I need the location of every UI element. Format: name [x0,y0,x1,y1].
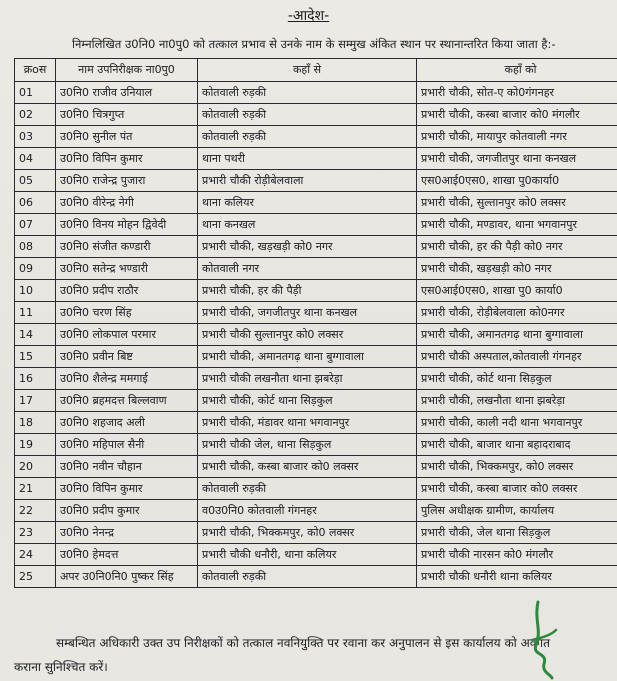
table-row [15,368,617,390]
cell-serial: 01 [15,82,56,104]
cell-name: उ0नि0 प्रदीप कुमार [56,500,198,522]
cell-to: प्रभारी चौकी, जेल थाना सिड़कुल [417,522,617,544]
cell-from: प्रभारी चौकी, मंडावर थाना भगवानपुर [198,412,417,434]
cell-from: प्रभारी चौकी लखनौता थाना झबरेड़ा [198,368,417,390]
table-row [15,478,617,500]
cell-to: प्रभारी चौकी, रोड़ीबेलवाला को0नगर [417,302,617,324]
table-row [15,148,617,170]
cell-serial: 21 [15,478,56,500]
cell-to: प्रभारी चौकी, बाजार थाना बहादराबाद [417,434,617,456]
cell-to: प्रभारी चौकी, कोर्ट थाना सिड़कुल [417,368,617,390]
cell-to: प्रभारी चौकी, खड़खड़ी को0 नगर [417,258,617,280]
cell-name: उ0नि0 सुनील पंत [56,126,198,148]
cell-serial: 18 [15,412,56,434]
cell-name: उ0नि0 ब्रहमदत्त बिल्लवाण [56,390,198,412]
table-row [15,434,617,456]
cell-from: प्रभारी चौकी रोड़ीबेलवाला [198,170,417,192]
cell-from: प्रभारी चौकी, कोर्ट थाना सिड़कुल [198,390,417,412]
cell-from: प्रभारी चौकी, कस्बा बाजार को0 लक्सर [198,456,417,478]
table-header-row [15,59,617,82]
table-row [15,544,617,566]
signature-mark [526,600,566,680]
cell-name: उ0नि0 राजीव उनियाल [56,82,198,104]
cell-serial: 11 [15,302,56,324]
cell-name: अपर उ0नि0नि0 पुष्कर सिंह [56,566,198,588]
table-row [15,214,617,236]
cell-from: थाना पथरी [198,148,417,170]
cell-name: उ0नि0 शहजाद अली [56,412,198,434]
cell-serial: 03 [15,126,56,148]
cell-name: उ0नि0 चरण सिंह [56,302,198,324]
cell-name: उ0नि0 प्रवीन बिष्ट [56,346,198,368]
cell-name: उ0नि0 शैलेन्द्र ममगाई [56,368,198,390]
cell-to: प्रभारी चौकी, हर की पैड़ी को0 नगर [417,236,617,258]
header-name: नाम उपनिरीक्षक ना0पु0 [56,59,198,82]
cell-to: प्रभारी चौकी, जगजीतपुर थाना कनखल [417,148,617,170]
cell-to: प्रभारी चौकी अस्पताल,कोतवाली गंगनहर [417,346,617,368]
cell-serial: 15 [15,346,56,368]
table-body [15,82,617,588]
cell-from: प्रभारी चौकी, हर की पैड़ी [198,280,417,302]
cell-name: उ0नि0 महिपाल सैनी [56,434,198,456]
cell-to: पुलिस अधीक्षक ग्रामीण, कार्यालय [417,500,617,522]
table-row [15,236,617,258]
cell-from: कोतवाली रुड़की [198,478,417,500]
cell-serial: 20 [15,456,56,478]
cell-name: उ0नि0 संजीत कण्डारी [56,236,198,258]
table-row [15,566,617,588]
cell-serial: 08 [15,236,56,258]
cell-to: प्रभारी चौकी नारसन को0 मंगलौर [417,544,617,566]
cell-to: प्रभारी चौकी, मण्डावर, थाना भगवानपुर [417,214,617,236]
cell-from: थाना कलियर [198,192,417,214]
cell-to: प्रभारी चौकी, सोत-ए को0गंगनहर [417,82,617,104]
cell-name: उ0नि0 विनय मोहन द्विवेदी [56,214,198,236]
cell-serial: 19 [15,434,56,456]
cell-serial: 06 [15,192,56,214]
cell-serial: 05 [15,170,56,192]
cell-serial: 17 [15,390,56,412]
table-row [15,324,617,346]
cell-serial: 23 [15,522,56,544]
cell-to: एस0आई0एस0, शाखा पु0कार्या0 [417,170,617,192]
cell-from: कोतवाली रुड़की [198,566,417,588]
cell-name: उ0नि0 विपिन कुमार [56,148,198,170]
cell-name: उ0नि0 हेमदत्त [56,544,198,566]
cell-serial: 10 [15,280,56,302]
cell-serial: 04 [15,148,56,170]
table-row [15,346,617,368]
table-row [15,258,617,280]
table-row [15,104,617,126]
cell-to: प्रभारी चौकी, मायापुर कोतवाली नगर [417,126,617,148]
cell-from: थाना कनखल [198,214,417,236]
cell-to: प्रभारी चौकी, लखनौता थाना झबरेड़ा [417,390,617,412]
cell-to: प्रभारी चौकी, काली नदी थाना भगवानपुर [417,412,617,434]
table-row [15,522,617,544]
table-row [15,170,617,192]
cell-from: प्रभारी चौकी सुल्तानपुर को0 लक्सर [198,324,417,346]
cell-to: एस0आई0एस0, शाखा पु0 कार्या0 [417,280,617,302]
cell-from: कोतवाली रुड़की [198,82,417,104]
transfer-table [14,58,617,588]
cell-serial: 16 [15,368,56,390]
footer-line-1: सम्बन्धित अधिकारी उक्त उप निरीक्षकों को तत्काल नवनियुक्ति पर रवाना कर अनुपालन से इस कार्यालय को अवगत [56,636,551,650]
order-intro: निम्नलिखित उ0नि0 ना0पु0 को तत्काल प्रभाव से उनके नाम के सम्मुख अंकित स्थान पर स्थानान्तरित किया जाता है:- [72,37,556,51]
cell-from: कोतवाली रुड़की [198,104,417,126]
cell-to: प्रभारी चौकी, अमानतगढ़ थाना बुग्गावाला [417,324,617,346]
cell-serial: 22 [15,500,56,522]
cell-name: उ0नि0 प्रदीप राठौर [56,280,198,302]
footer-line-2: कराना सुनिश्चित करें। [14,660,108,674]
header-from: कहाँ से [198,59,417,82]
table-row [15,500,617,522]
cell-serial: 14 [15,324,56,346]
cell-from: कोतवाली रुड़की [198,126,417,148]
header-to: कहाँ को [417,59,617,82]
cell-name: उ0नि0 वीरेन्द्र नेगी [56,192,198,214]
cell-name: उ0नि0 सतेन्द्र भण्डारी [56,258,198,280]
table-row [15,412,617,434]
cell-from: प्रभारी चौकी, अमानतगढ़ थाना बुग्गावाला [198,346,417,368]
cell-name: उ0नि0 लोकपाल परमार [56,324,198,346]
cell-name: उ0नि0 चित्रगुप्त [56,104,198,126]
table-row [15,280,617,302]
cell-from: प्रभारी चौकी जेल, थाना सिड़कुल [198,434,417,456]
order-title: -आदेश- [287,8,330,24]
cell-serial: 07 [15,214,56,236]
table-row [15,456,617,478]
table-row [15,302,617,324]
cell-to: प्रभारी चौकी, कस्बा बाजार को0 मंगलौर [417,104,617,126]
cell-serial: 02 [15,104,56,126]
cell-from: प्रभारी चौकी, खड़खड़ी को0 नगर [198,236,417,258]
cell-to: प्रभारी चौकी, कस्बा बाजार को0 लक्सर [417,478,617,500]
table-row [15,126,617,148]
table-row [15,82,617,104]
cell-name: उ0नि0 राजेन्द्र पुजारा [56,170,198,192]
cell-from: प्रभारी चौकी धनौरी, थाना कलियर [198,544,417,566]
cell-to: प्रभारी चौकी, भिक्कमपुर, को0 लक्सर [417,456,617,478]
cell-serial: 24 [15,544,56,566]
cell-serial: 25 [15,566,56,588]
cell-from: प्रभारी चौकी, भिक्कमपुर, को0 लक्सर [198,522,417,544]
cell-from: प्रभारी चौकी, जगजीतपुर थाना कनखल [198,302,417,324]
header-serial: क्रoस [15,59,56,82]
cell-name: उ0नि0 नवीन चौहान [56,456,198,478]
cell-serial: 09 [15,258,56,280]
cell-from: व0उ0नि0 कोतवाली गंगनहर [198,500,417,522]
cell-to: प्रभारी चौकी, सुल्तानपुर को0 लक्सर [417,192,617,214]
cell-to: प्रभारी चौकी धनौरी थाना कलियर [417,566,617,588]
cell-name: उ0नि0 विपिन कुमार [56,478,198,500]
cell-name: उ0नि0 नेनन्द्र [56,522,198,544]
table-row [15,192,617,214]
cell-from: कोतवाली नगर [198,258,417,280]
table-row [15,390,617,412]
order-footer [14,631,604,679]
